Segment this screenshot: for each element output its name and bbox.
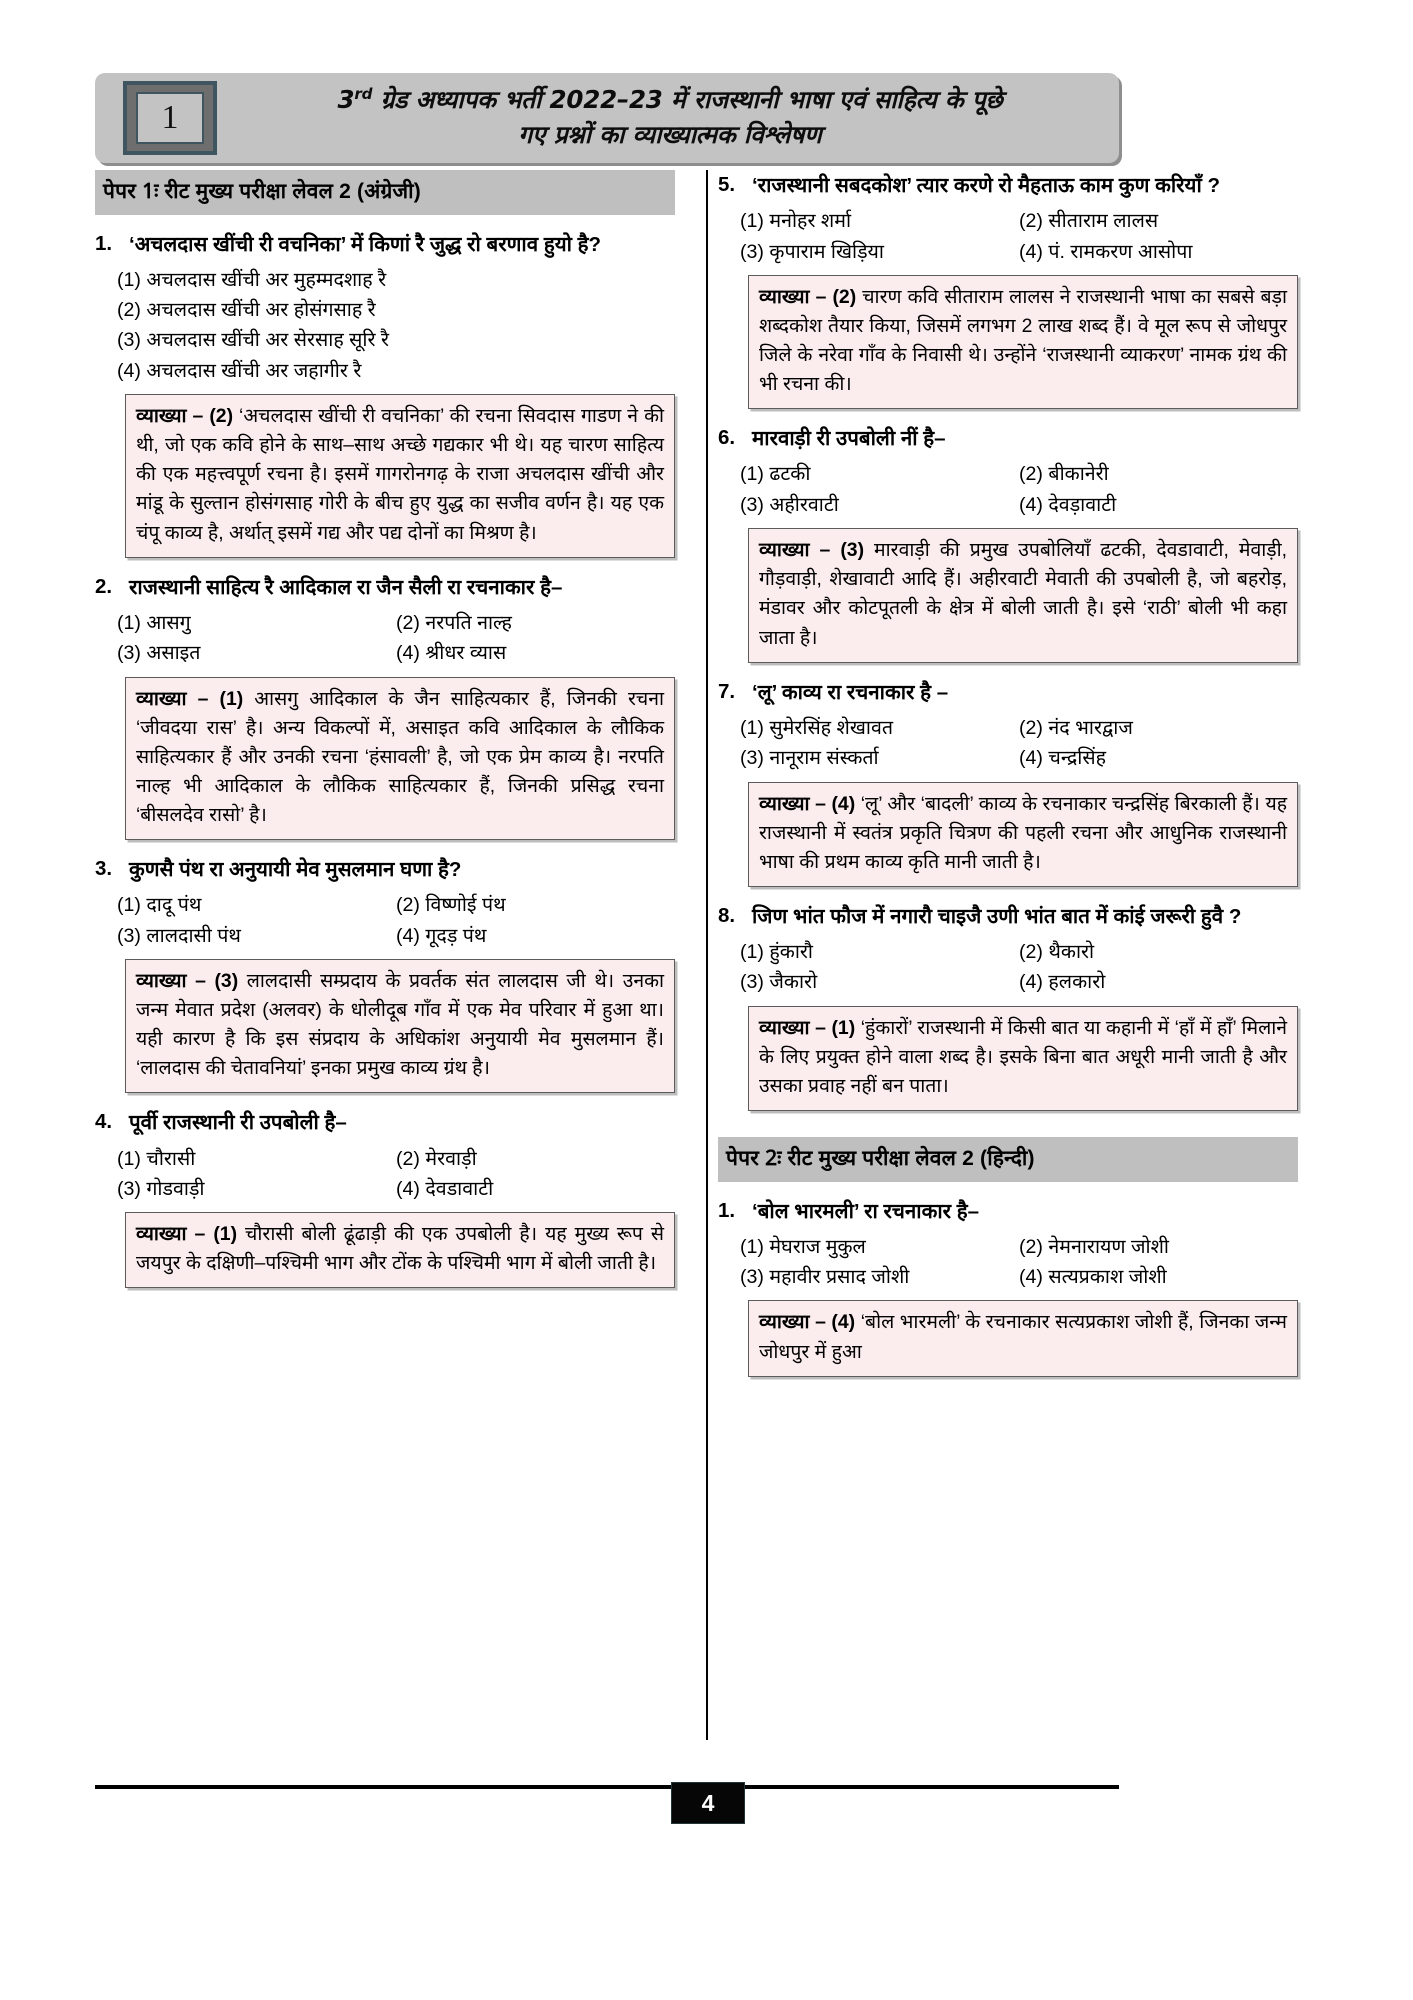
explanation-answer-number: (4) <box>831 792 856 815</box>
explanation-box <box>748 1300 1298 1376</box>
explanation-text: मारवाड़ी की प्रमुख उपबोलियाँ ढटकी, देवडावाटी, मेवाड़ी, गौड़वाड़ी, शेखावाटी आदि हैं। अहीरवाटी मेवाती की उपबोली है, जो बहरोड़, मंडावर और कोटपूतली के क्षेत्र में बोली जाती है। इसे ‘राठी’ बोली भी कहा जाता है। <box>759 539 1288 649</box>
page-title-line1: ग्रेड अध्यापक भर्ती 2022–23 में राजस्थानी भाषा एवं साहित्य के पूछे <box>372 85 1003 115</box>
question-number: 4. <box>95 1110 113 1134</box>
explanation-label: व्याख्या – <box>759 539 831 562</box>
explanation-text: ‘लू’ और ‘बादली’ काव्य के रचनाकार चन्द्रसिंह बिरकाली हैं। यह राजस्थानी में स्वतंत्र प्रकृति चित्रण की पहली रचना और आधुनिक राजस्थानी भाषा की प्रथम काव्य कृति मानी जाती है। <box>759 792 1288 873</box>
question-item <box>95 854 675 888</box>
explanation-box <box>125 1212 675 1288</box>
question-text: ‘बोल भारमली’ रा रचनाकार है– <box>752 1199 980 1223</box>
explanation-answer-number: (4) <box>831 1311 856 1334</box>
question-text: पूर्वी राजस्थानी री उपबोली है– <box>129 1111 347 1135</box>
option-4[interactable]: (4) देवडावाटी <box>396 1177 494 1200</box>
explanation-label: व्याख्या – <box>136 687 209 710</box>
option-4[interactable]: (4) हलकारो <box>1019 971 1106 994</box>
question-body <box>752 423 1298 457</box>
option-list <box>95 608 675 669</box>
question-item <box>95 229 675 263</box>
question-item <box>718 901 1298 935</box>
question-item <box>95 572 675 606</box>
question-number: 5. <box>718 173 736 196</box>
question-text: ‘राजस्थानी सबदकोश’ त्यार करणे रो मैहताऊ काम कुण करियाँ ? <box>752 174 1220 197</box>
explanation-answer-number: (2) <box>832 285 857 308</box>
option-2[interactable]: (2) नेमनारायण जोशी <box>1019 1235 1170 1258</box>
explanation-text: ‘बोल भारमली’ के रचनाकार सत्यप्रकाश जोशी हैं, जिनका जन्म जोधपुर में हुआ <box>759 1311 1288 1363</box>
left-column <box>95 170 675 1302</box>
option-list <box>718 713 1298 774</box>
question-number: 1. <box>95 231 113 255</box>
chapter-header-banner <box>95 73 1119 163</box>
option-1[interactable]: (1) मनोहर शर्मा <box>740 210 852 233</box>
question-number: 1. <box>718 1198 736 1222</box>
explanation-label: व्याख्या – <box>136 405 204 428</box>
section-header-paper1: पेपर 1ः रीट मुख्य परीक्षा लेवल 2 (अंग्रेजी) <box>95 170 675 215</box>
question-body <box>129 229 675 263</box>
option-4[interactable]: (4) चन्द्रसिंह <box>1019 747 1107 770</box>
footer-divider <box>95 1785 1119 1789</box>
option-3[interactable]: (3) अचलदास खींची अर सेरसाह सूरि रै <box>117 329 389 352</box>
explanation-box <box>125 959 675 1093</box>
option-4[interactable]: (4) श्रीधर व्यास <box>396 642 507 665</box>
page-number: 4 <box>671 1782 745 1824</box>
page-title-prefix: 3 <box>337 85 355 115</box>
question-text: मारवाड़ी री उपबोली नीं है– <box>752 427 946 451</box>
explanation-text: चारण कवि सीताराम लालस ने राजस्थानी भाषा का सबसे बड़ा शब्दकोश तैयार किया, जिसमें लगभग 2 लाख शब्द हैं। वे मूल रूप से जोधपुर जिले के नरेवा गाँव के निवासी थे। उन्होंने ‘राजस्थानी व्याकरण’ नामक ग्रंथ की भी रचना की। <box>759 285 1288 396</box>
column-divider <box>706 170 708 1740</box>
explanation-box <box>125 394 675 558</box>
option-3[interactable]: (3) जैकारो <box>740 971 818 994</box>
option-list <box>95 265 675 386</box>
option-2[interactable]: (2) सीताराम लालस <box>1019 210 1159 233</box>
option-4[interactable]: (4) सत्यप्रकाश जोशी <box>1019 1266 1167 1289</box>
option-2[interactable]: (2) नरपति नाल्ह <box>396 611 512 634</box>
option-1[interactable]: (1) आसगु <box>117 611 191 634</box>
option-2[interactable]: (2) अचलदास खींची अर होसंगसाह रै <box>117 299 376 322</box>
question-text: कुणसै पंथ रा अनुयायी मेव मुसलमान घणा है? <box>129 858 462 882</box>
question-number: 7. <box>718 679 736 703</box>
explanation-label: व्याख्या – <box>759 792 826 815</box>
explanation-label: व्याख्या – <box>759 285 827 308</box>
option-2[interactable]: (2) मेरवाड़ी <box>396 1147 477 1170</box>
option-list <box>718 459 1298 520</box>
explanation-label: व्याख्या – <box>136 1223 206 1246</box>
explanation-text: ‘अचलदास खींची री वचनिका’ की रचना सिवदास गाडण ने की थी, जो एक कवि होने के साथ–साथ अच्छे गद्यकार भी थे। यह चारण साहित्य की एक महत्त्वपूर्ण रचना है। इसमें गागरोनगढ़ के राजा अचलदास खींची और मांडू के सुल्तान होसंगसाह गोरी के बीच हुए युद्ध का सजीव वर्णन है। यह एक चंपू काव्य है, अर्थात् इसमें गद्य और पद्य दोनों का मिश्रण है। <box>136 405 664 544</box>
page-title <box>217 83 1119 153</box>
explanation-box <box>748 275 1298 409</box>
explanation-answer-number: (3) <box>840 539 865 562</box>
option-2[interactable]: (2) बीकानेरी <box>1019 463 1109 486</box>
question-text: राजस्थानी साहित्य रै आदिकाल रा जैन सैली रा रचनाकार है– <box>129 575 563 599</box>
question-number: 8. <box>718 903 736 927</box>
page-title-superscript: rd <box>354 85 373 104</box>
question-number: 6. <box>718 426 736 450</box>
option-1[interactable]: (1) दादू पंथ <box>117 894 202 917</box>
question-text: ‘लू’ काव्य रा रचनाकार है – <box>752 680 949 704</box>
explanation-label: व्याख्या – <box>136 969 206 992</box>
question-text: जिण भांत फौज में नगारौ चाइजै उणी भांत बात में कांई जरूरी हुवै ? <box>752 904 1242 928</box>
option-list <box>95 890 675 951</box>
option-4[interactable]: (4) अचलदास खींची अर जहागीर रै <box>117 359 362 382</box>
question-body <box>752 1196 1298 1230</box>
question-text: ‘अचलदास खींची री वचनिका’ में किणां रै जुद्ध रो बरणाव हुयो है? <box>129 232 602 256</box>
question-body <box>129 1107 675 1141</box>
option-list <box>718 206 1298 267</box>
right-column <box>718 170 1298 1391</box>
question-number: 2. <box>95 574 113 598</box>
question-item <box>95 1107 675 1141</box>
option-1[interactable]: (1) सुमेरसिंह शेखावत <box>740 716 894 739</box>
explanation-answer-number: (3) <box>214 969 239 992</box>
explanation-answer-number: (2) <box>209 405 234 428</box>
question-item <box>718 677 1298 711</box>
question-number: 3. <box>95 857 113 881</box>
explanation-box <box>125 677 675 841</box>
explanation-text: आसगु आदिकाल के जैन साहित्यकार हैं, जिनकी रचना ‘जीवदया रास’ है। अन्य विकल्पों में, असाइत कवि आदिकाल के लौकिक साहित्यकार हैं और उनकी रचना ‘हंसावली’ है, जो एक प्रेम काव्य है। नरपति नाल्ह भी आदिकाल के लौकिक साहित्यकार हैं, जिनकी प्रसिद्ध रचना ‘बीसलदेव रासो’ है। <box>136 687 664 826</box>
option-4[interactable]: (4) गूदड़ पंथ <box>396 924 487 947</box>
question-item <box>718 423 1298 457</box>
chapter-number-badge <box>123 81 217 155</box>
option-3[interactable]: (3) नानूराम संस्कर्ता <box>740 747 879 770</box>
option-3[interactable]: (3) लालदासी पंथ <box>117 924 241 947</box>
option-4[interactable]: (4) देवड़ावाटी <box>1019 493 1117 516</box>
option-list <box>718 937 1298 998</box>
explanation-text: लालदासी सम्प्रदाय के प्रवर्तक संत लालदास जी थे। उनका जन्म मेवात प्रदेश (अलवर) के धोलीदूब गाँव में एक मेव परिवार में हुआ था। यही कारण है कि इस संप्रदाय के अधिकांश अनुयायी मेव मुसलमान हैं। ‘लालदास की चेतावनियां’ इनका प्रमुख काव्य ग्रंथ है। <box>136 969 664 1080</box>
option-2[interactable]: (2) विष्णोई पंथ <box>396 894 506 917</box>
question-body <box>752 901 1298 935</box>
explanation-answer-number: (1) <box>831 1016 856 1039</box>
option-2[interactable]: (2) नंद भारद्वाज <box>1019 716 1133 739</box>
explanation-box <box>748 1006 1298 1111</box>
question-body <box>752 170 1298 204</box>
option-list <box>95 1144 675 1205</box>
page-title-line2: गए प्रश्नों का व्याख्यात्मक विश्लेषण <box>518 120 822 149</box>
explanation-text: ‘हुंकारों’ राजस्थानी में किसी बात या कहानी में ‘हाँ में हाँ’ मिलाने के लिए प्रयुक्त होने वाला शब्द है। इसके बिना बात अधूरी मानी जाती है और उसका प्रवाह नहीं बन पाता। <box>759 1016 1288 1097</box>
option-3[interactable]: (3) महावीर प्रसाद जोशी <box>740 1266 910 1289</box>
explanation-text: चौरासी बोली ढूंढाड़ी की एक उपबोली है। यह मुख्य रूप से जयपुर के दक्षिणी–पश्चिमी भाग और टोंक के पश्चिमी भाग में बोली जाती है। <box>136 1223 665 1275</box>
explanation-label: व्याख्या – <box>759 1016 826 1039</box>
option-1[interactable]: (1) चौरासी <box>117 1147 196 1170</box>
section-header-paper2: पेपर 2ः रीट मुख्य परीक्षा लेवल 2 (हिन्दी) <box>718 1137 1298 1182</box>
option-list <box>718 1232 1298 1293</box>
question-body <box>129 854 675 888</box>
explanation-box <box>748 528 1298 662</box>
question-body <box>752 677 1298 711</box>
chapter-number: 1 <box>136 92 204 144</box>
option-3[interactable]: (3) अहीरवाटी <box>740 493 839 516</box>
option-4[interactable]: (4) पं. रामकरण आसोपा <box>1019 240 1193 263</box>
option-3[interactable]: (3) असाइत <box>117 642 201 665</box>
option-3[interactable]: (3) कृपाराम खिड़िया <box>740 240 884 263</box>
option-1[interactable]: (1) मेघराज मुकुल <box>740 1235 866 1258</box>
question-body <box>129 572 675 606</box>
question-item <box>718 1196 1298 1230</box>
explanation-answer-number: (1) <box>219 687 244 710</box>
option-2[interactable]: (2) थैकारो <box>1019 940 1095 963</box>
explanation-box <box>748 782 1298 887</box>
explanation-label: व्याख्या – <box>759 1311 826 1334</box>
question-item <box>718 170 1298 204</box>
option-1[interactable]: (1) ढटकी <box>740 463 811 486</box>
option-3[interactable]: (3) गोडवाड़ी <box>117 1177 205 1200</box>
option-1[interactable]: (1) अचलदास खींची अर मुहम्मदशाह रै <box>117 268 387 291</box>
option-1[interactable]: (1) हुंकारौ <box>740 940 814 963</box>
explanation-answer-number: (1) <box>213 1223 238 1246</box>
